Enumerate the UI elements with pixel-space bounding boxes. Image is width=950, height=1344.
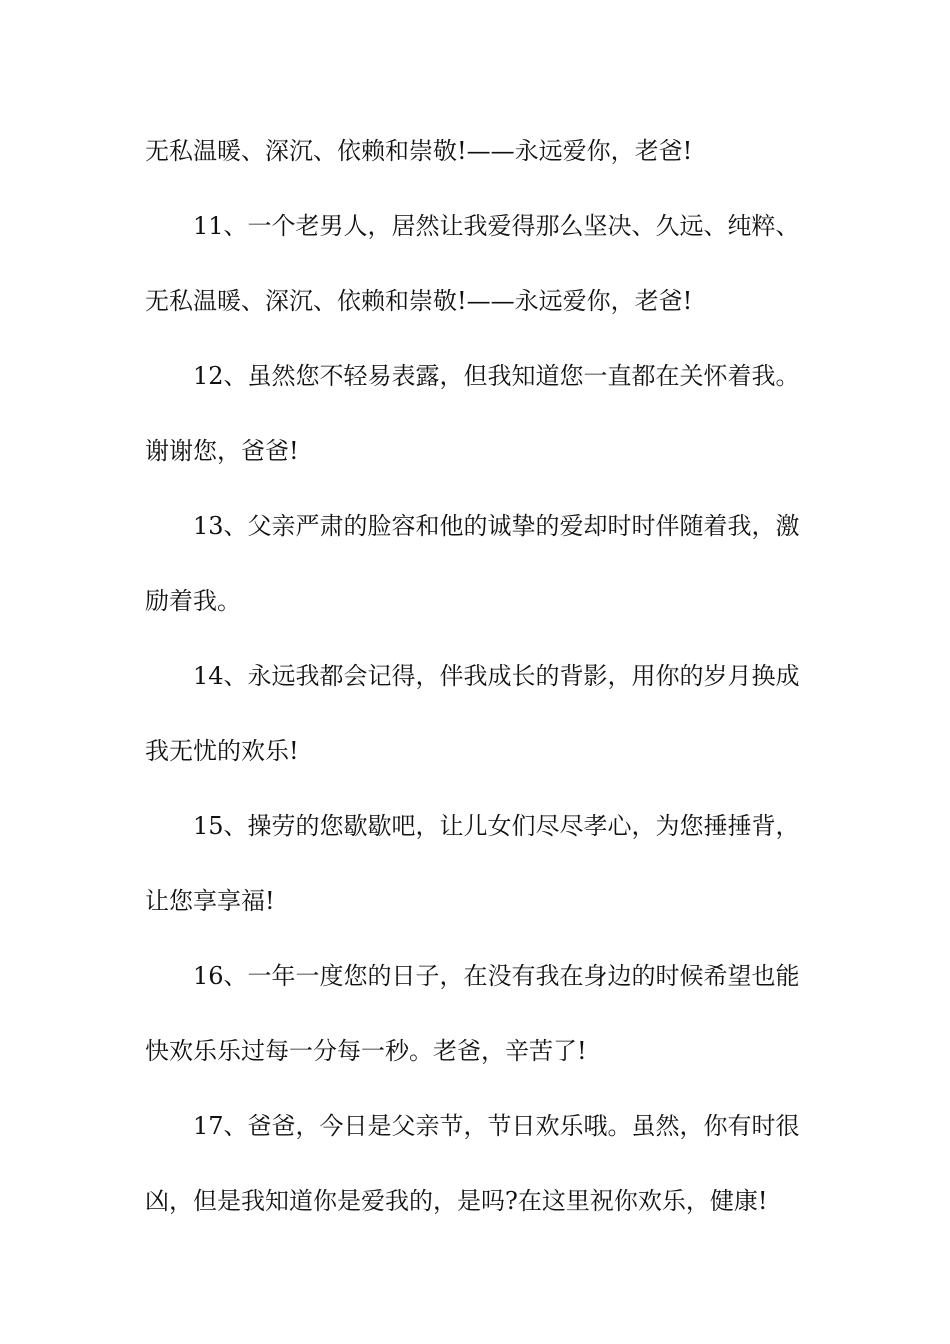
text-line: 14、永远我都会记得，伴我成长的背影，用你的岁月换成 [193,662,800,690]
text-line: 16、一年一度您的日子，在没有我在身边的时候希望也能 [193,962,800,990]
text-line: 13、父亲严肃的脸容和他的诚挚的爱却时时伴随着我，激 [193,512,800,540]
text-line: 让您享享福! [145,887,275,915]
text-line: 12、虽然您不轻易表露，但我知道您一直都在关怀着我。 [193,362,800,390]
text-line: 谢谢您，爸爸! [145,437,299,465]
text-line: 励着我。 [145,587,241,615]
text-line: 无私温暖、深沉、依赖和崇敬!——永远爱你，老爸! [145,287,693,315]
text-line: 15、操劳的您歇歇吧，让儿女们尽尽孝心，为您捶捶背， [193,812,800,840]
text-line: 无私温暖、深沉、依赖和崇敬!——永远爱你，老爸! [145,137,693,165]
text-line: 快欢乐乐过每一分每一秒。老爸，辛苦了! [145,1037,587,1065]
text-line: 凶，但是我知道你是爱我的，是吗?在这里祝你欢乐，健康! [145,1187,768,1215]
text-line: 11、一个老男人，居然让我爱得那么坚决、久远、纯粹、 [193,212,800,240]
text-line: 我无忧的欢乐! [145,737,299,765]
text-line: 17、爸爸，今日是父亲节，节日欢乐哦。虽然，你有时很 [193,1112,800,1140]
